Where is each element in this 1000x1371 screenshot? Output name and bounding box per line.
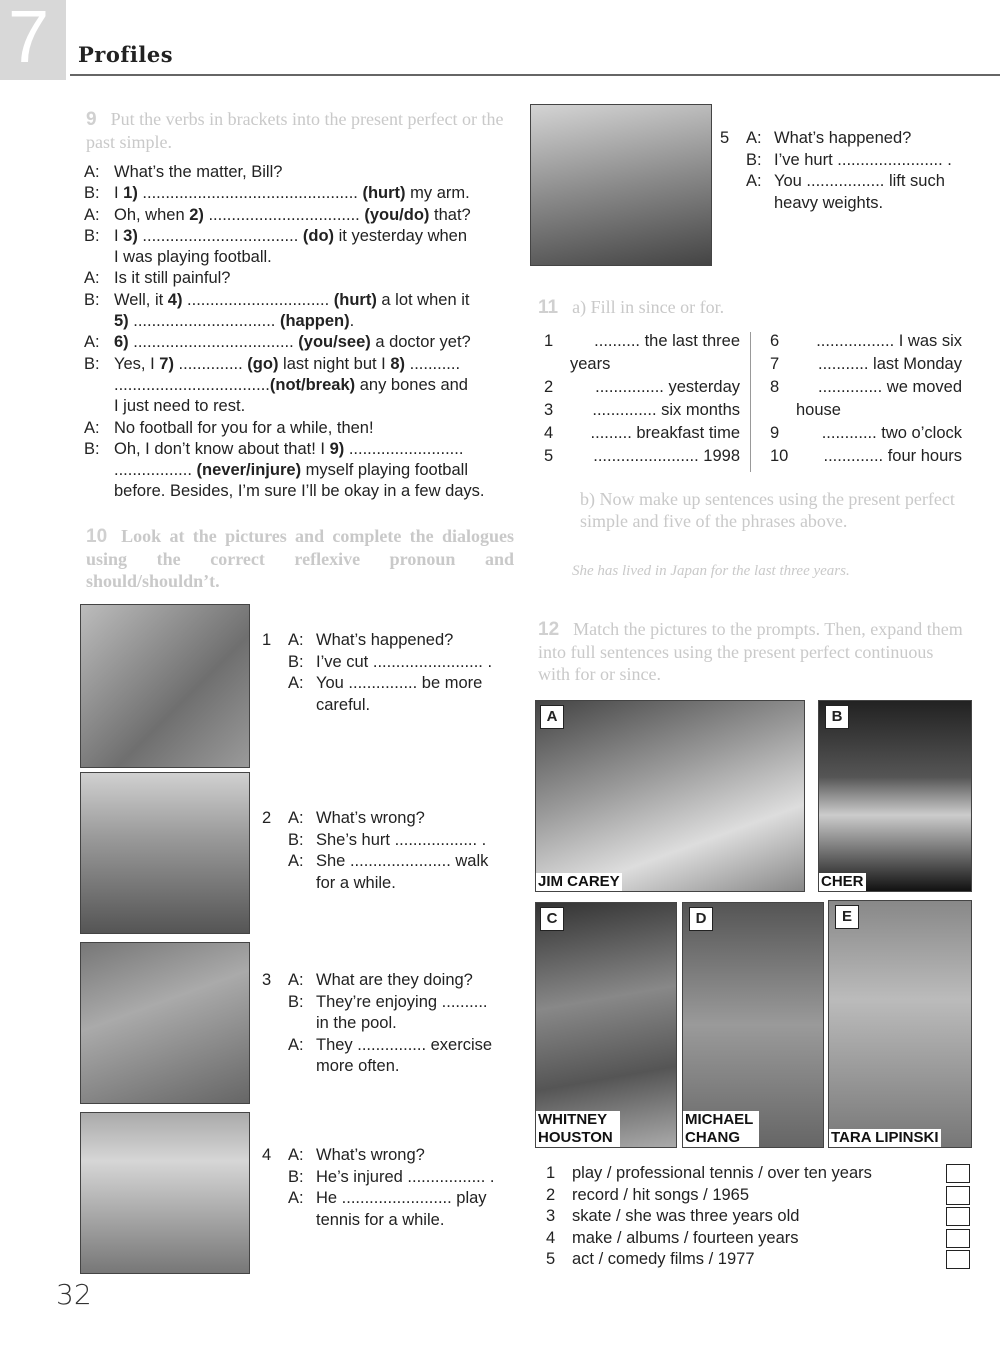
ex10-dialogue-5 <box>720 128 970 214</box>
line-text: Oh, I don’t know about that! I 9) ......................... <box>114 439 464 458</box>
speaker <box>288 695 316 717</box>
dialogue-line <box>262 630 512 652</box>
dialogue-number <box>262 992 288 1014</box>
dialogue-line <box>262 830 512 852</box>
ex11-item <box>770 353 962 376</box>
line-text: What’s happened? <box>774 129 912 147</box>
photo-girl-hurt-ankle <box>80 772 250 934</box>
dialogue-number: 3 <box>262 971 272 989</box>
picture-a <box>535 700 805 892</box>
prompt-item <box>546 1206 926 1228</box>
ex12-instruction: Match the pictures to the prompts. Then, expand them into full sentences using the present perfect continuous with for or since. <box>538 619 963 684</box>
picture-c-letter: C <box>540 907 564 931</box>
picture-c-name: WHITNEY HOUSTON <box>536 1111 620 1147</box>
ex11-item <box>770 376 962 399</box>
speaker <box>288 1056 316 1078</box>
ex11-item <box>544 353 740 376</box>
unit-title: Profiles <box>78 42 174 67</box>
line-text: Is it still painful? <box>114 269 231 288</box>
line-text: No football for you for a while, then! <box>114 418 374 437</box>
ex10-dialogue-4 <box>262 1145 512 1231</box>
speaker: B: <box>84 439 100 458</box>
ex11-part-b: b) Now make up sentences using the present perfect simple and five of the phrases above. <box>580 489 955 531</box>
header-rule <box>70 74 1000 76</box>
dialogue-line <box>262 1035 512 1057</box>
prompt-text: record / hit songs / 1965 <box>572 1185 750 1204</box>
dialogue-line <box>262 1167 512 1189</box>
picture-e-letter: E <box>835 905 859 929</box>
unit-number-tab <box>0 0 66 80</box>
dialogue-number <box>262 830 288 852</box>
dialogue-line <box>84 460 512 481</box>
ex11-item <box>544 376 740 399</box>
item-text: ....................... 1998 <box>593 447 740 465</box>
ex9-number: 9 <box>86 109 97 130</box>
speaker: A: <box>288 631 304 649</box>
picture-d-letter: D <box>689 907 713 931</box>
ex11-item <box>544 330 740 353</box>
speaker: A: <box>746 129 762 147</box>
line-text: Well, it 4) ............................... (hurt) a lot when it <box>114 290 470 309</box>
ex11-number: 11 <box>538 297 559 318</box>
line-text: I 3) .................................. (do) it yesterday when <box>114 226 468 245</box>
dialogue-line <box>262 1013 512 1035</box>
item-text: ............. four hours <box>823 447 962 465</box>
prompt-number: 3 <box>546 1207 556 1225</box>
dialogue-line <box>262 1056 512 1078</box>
dialogue-line <box>84 375 512 396</box>
speaker <box>288 1210 316 1232</box>
picture-c <box>535 902 677 1148</box>
line-text: They’re enjoying .......... <box>316 992 488 1011</box>
speaker: A: <box>288 971 304 989</box>
line-text: ................. (never/injure) myself playing football <box>114 461 468 480</box>
dialogue-line <box>262 970 512 992</box>
dialogue-line <box>262 851 512 873</box>
line-text: You ................. lift such <box>774 172 945 190</box>
dialogue-line <box>84 311 512 332</box>
answer-box[interactable] <box>946 1207 970 1226</box>
item-number <box>544 353 570 376</box>
line-text: I was playing football. <box>114 248 272 267</box>
answer-box[interactable] <box>946 1186 970 1205</box>
line-text: She’s hurt .................. . <box>316 830 487 849</box>
speaker <box>288 873 316 895</box>
item-number: 2 <box>544 378 554 396</box>
item-text: ................. I was six <box>816 332 962 350</box>
dialogue-line <box>720 193 970 215</box>
speaker: A: <box>288 1035 304 1054</box>
picture-d-name: MICHAEL CHANG <box>683 1111 759 1147</box>
picture-b-name: CHER <box>821 873 864 890</box>
line-text: He ........................ play <box>316 1189 487 1207</box>
dialogue-number <box>720 150 746 172</box>
ex11-item <box>770 445 962 468</box>
speaker: A: <box>84 163 100 181</box>
speaker: B: <box>84 290 100 309</box>
ex11-heading <box>538 296 968 319</box>
speaker: A: <box>288 809 304 827</box>
dialogue-line <box>84 247 512 268</box>
dialogue-line <box>262 1210 512 1232</box>
prompt-text: skate / she was three years old <box>572 1207 800 1225</box>
dialogue-line <box>84 418 512 439</box>
ex11-item <box>770 399 962 422</box>
dialogue-number <box>262 1013 288 1035</box>
line-text: tennis for a while. <box>316 1210 445 1229</box>
item-number: 10 <box>770 447 789 465</box>
dialogue-line <box>84 332 512 353</box>
line-text: What’s wrong? <box>316 809 425 827</box>
line-text: more often. <box>316 1057 400 1075</box>
dialogue-number <box>262 851 288 873</box>
dialogue-number <box>262 1035 288 1057</box>
line-text: before. Besides, I’m sure I’ll be okay in a few days. <box>114 482 485 501</box>
line-text: What’s happened? <box>316 631 454 649</box>
item-number: 7 <box>770 355 780 373</box>
dialogue-line <box>84 481 512 502</box>
line-text: 5) ............................... (happen). <box>114 312 355 331</box>
speaker: A: <box>746 172 762 190</box>
speaker: A: <box>84 205 100 224</box>
dialogue-line <box>262 695 512 717</box>
dialogue-line <box>262 673 512 695</box>
ex10-dialogue-3 <box>262 970 512 1078</box>
ex9-dialogue <box>84 162 512 503</box>
speaker: A: <box>288 852 304 870</box>
prompt-item <box>546 1249 926 1271</box>
ex10-dialogue-1 <box>262 630 512 716</box>
ex11-item <box>544 445 740 468</box>
item-number: 1 <box>544 332 554 350</box>
line-text: You ............... be more <box>316 674 483 692</box>
item-number: 9 <box>770 424 780 442</box>
speaker: B: <box>84 226 100 245</box>
line-text: What are they doing? <box>316 971 473 989</box>
line-text: Yes, I 7) .............. (go) last night but I 8) ........... <box>114 354 461 373</box>
prompt-number: 5 <box>546 1250 556 1268</box>
item-number <box>770 399 796 422</box>
dialogue-number <box>720 193 746 215</box>
item-text: house <box>796 401 841 419</box>
speaker <box>84 460 114 481</box>
ex11-left-list <box>544 330 740 468</box>
speaker: B: <box>746 150 762 169</box>
prompt-item <box>546 1185 926 1207</box>
line-text: I 1) ............................................... (hurt) my arm. <box>114 184 470 203</box>
dialogue-number <box>262 695 288 717</box>
item-number: 4 <box>544 424 554 442</box>
dialogue-number <box>262 1188 288 1210</box>
photo-weightlifter <box>530 104 712 266</box>
dialogue-line <box>84 226 512 247</box>
ex12-heading <box>538 618 966 685</box>
speaker: A: <box>288 1189 304 1207</box>
ex11-item <box>544 422 740 445</box>
item-text: ............... yesterday <box>595 378 740 396</box>
picture-b-letter: B <box>825 705 849 729</box>
dialogue-line <box>84 439 512 460</box>
dialogue-line <box>84 290 512 311</box>
item-number: 6 <box>770 332 780 350</box>
answer-box[interactable] <box>946 1164 970 1183</box>
ex11-item <box>770 422 962 445</box>
ex9-instruction: Put the verbs in brackets into the present perfect or the past simple. <box>86 109 504 152</box>
picture-d <box>682 902 824 1148</box>
dialogue-line <box>84 396 512 417</box>
ex10-instruction: Look at the pictures and complete the dialogues using the correct reflexive pronoun and should/shouldn’t. <box>86 526 514 591</box>
dialogue-number: 2 <box>262 809 272 827</box>
item-text: .............. six months <box>592 401 740 419</box>
dialogue-line <box>262 873 512 895</box>
item-text: .......... the last three <box>594 332 740 350</box>
line-text: 6) ................................... (you/see) a doctor yet? <box>114 333 471 352</box>
item-text: ............ two o’clock <box>821 424 962 442</box>
dialogue-line <box>84 205 512 226</box>
photo-pool <box>80 942 250 1104</box>
dialogue-number <box>262 673 288 695</box>
ex12-prompts <box>546 1163 926 1271</box>
speaker: B: <box>84 354 100 373</box>
speaker: B: <box>84 184 100 203</box>
dialogue-number: 1 <box>262 631 272 649</box>
page-number: 32 <box>56 1278 92 1311</box>
line-text: I just need to rest. <box>114 397 246 416</box>
photo-tennis-injury <box>80 1112 250 1274</box>
line-text: I’ve cut ........................ . <box>316 652 493 671</box>
dialogue-line <box>720 171 970 193</box>
speaker <box>84 375 114 396</box>
dialogue-line <box>262 652 512 674</box>
speaker: A: <box>84 418 100 437</box>
ex11-part-a: a) Fill in since or for. <box>572 297 725 317</box>
dialogue-line <box>262 1188 512 1210</box>
line-text: What’s the matter, Bill? <box>114 163 283 181</box>
item-text: ......... breakfast time <box>590 424 740 442</box>
speaker: B: <box>288 830 304 849</box>
dialogue-line <box>720 128 970 150</box>
dialogue-number <box>262 1167 288 1189</box>
line-text: ..................................(not/break) any bones and <box>114 375 468 394</box>
speaker <box>84 396 114 417</box>
speaker: B: <box>288 652 304 671</box>
prompt-text: make / albums / fourteen years <box>572 1228 799 1247</box>
prompt-number: 4 <box>546 1228 556 1247</box>
speaker <box>84 247 114 268</box>
speaker: A: <box>84 333 100 352</box>
dialogue-line <box>720 150 970 172</box>
line-text: careful. <box>316 695 371 714</box>
line-text: heavy weights. <box>774 193 884 212</box>
picture-b <box>818 700 972 892</box>
prompt-number: 1 <box>546 1164 556 1182</box>
picture-e-name: TARA LIPINSKI <box>831 1129 939 1146</box>
ex9-heading <box>86 108 506 153</box>
dialogue-line <box>262 808 512 830</box>
line-text: What’s wrong? <box>316 1146 425 1164</box>
line-text: She ...................... walk <box>316 852 489 870</box>
dialogue-line <box>84 268 512 289</box>
speaker <box>84 311 114 332</box>
speaker <box>84 481 114 502</box>
item-number: 3 <box>544 401 554 419</box>
prompt-text: act / comedy films / 1977 <box>572 1250 755 1268</box>
picture-a-name: JIM CAREY <box>538 873 620 890</box>
dialogue-number <box>262 873 288 895</box>
ex11-item <box>770 330 962 353</box>
ex10-number: 10 <box>86 526 108 547</box>
line-text: I’ve hurt ....................... . <box>774 150 952 169</box>
speaker <box>288 1013 316 1035</box>
dialogue-number <box>720 171 746 193</box>
speaker: B: <box>288 992 304 1011</box>
line-text: He’s injured ................. . <box>316 1167 495 1186</box>
dialogue-line <box>84 162 512 183</box>
item-text: years <box>570 355 611 373</box>
prompt-item <box>546 1228 926 1250</box>
ex11-divider <box>750 332 751 472</box>
prompt-number: 2 <box>546 1185 556 1204</box>
speaker: A: <box>288 674 304 692</box>
prompt-item <box>546 1163 926 1185</box>
speaker <box>746 193 774 215</box>
item-number: 5 <box>544 447 554 465</box>
ex11-right-list <box>770 330 962 468</box>
line-text: They ............... exercise <box>316 1035 493 1054</box>
answer-box[interactable] <box>946 1250 970 1269</box>
dialogue-number: 4 <box>262 1146 272 1164</box>
dialogue-number: 5 <box>720 129 730 147</box>
dialogue-line <box>84 183 512 204</box>
ex10-dialogue-2 <box>262 808 512 894</box>
photo-boy-cut-nose <box>80 604 250 768</box>
answer-box[interactable] <box>946 1229 970 1248</box>
ex11-example: She has lived in Japan for the last three years. <box>572 563 850 579</box>
dialogue-number <box>262 652 288 674</box>
line-text: in the pool. <box>316 1014 397 1032</box>
item-text: .............. we moved <box>818 378 962 396</box>
item-number: 8 <box>770 378 780 396</box>
ex11-item <box>544 399 740 422</box>
prompt-text: play / professional tennis / over ten years <box>572 1164 872 1182</box>
picture-e <box>828 900 972 1148</box>
line-text: Oh, when 2) ................................. (you/do) that? <box>114 205 471 224</box>
unit-number: 7 <box>8 0 50 78</box>
dialogue-number <box>262 1056 288 1078</box>
ex12-number: 12 <box>538 619 560 640</box>
speaker: B: <box>288 1167 304 1186</box>
dialogue-line <box>262 1145 512 1167</box>
dialogue-number <box>262 1210 288 1232</box>
item-text: ........... last Monday <box>818 355 962 373</box>
dialogue-line <box>84 354 512 375</box>
dialogue-line <box>262 992 512 1014</box>
speaker: A: <box>288 1146 304 1164</box>
speaker: A: <box>84 269 100 288</box>
line-text: for a while. <box>316 873 396 892</box>
picture-a-letter: A <box>540 705 564 729</box>
ex10-heading <box>86 525 514 592</box>
